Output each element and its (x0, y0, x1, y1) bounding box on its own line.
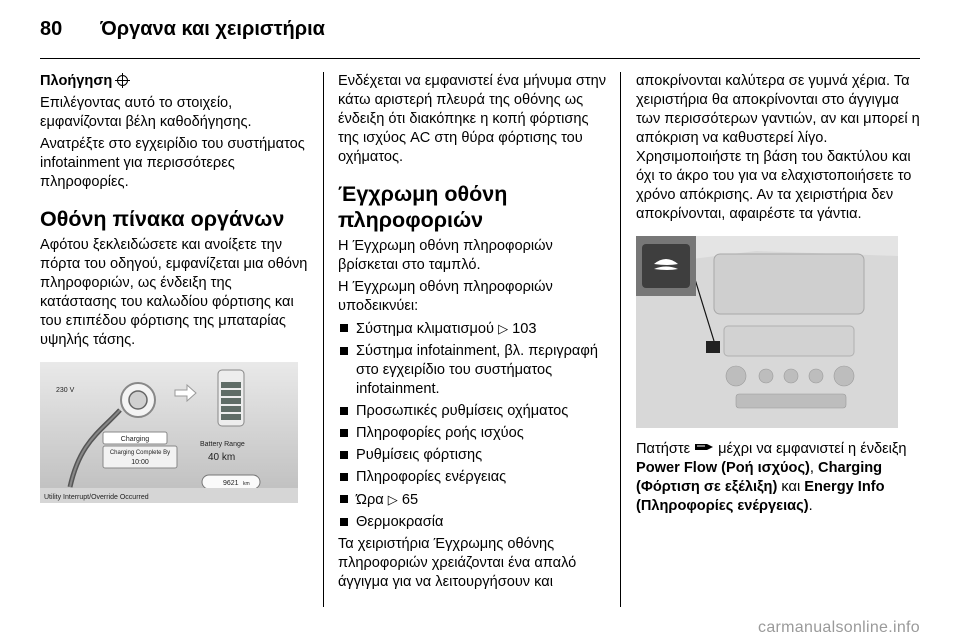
column-divider-1 (323, 72, 324, 607)
message-paragraph: Ενδέχεται να εμφανιστεί ένα μήνυμα στην κάτω αριστερή πλευρά της οθόνης ως ένδειξη ότι διακόπηκε η κοπή φόρτισης της ισχύος AC στη θύρα φόρτισης του οχήματος. (338, 73, 607, 165)
touch-paragraph-cont: αποκρίνονται καλύτερα σε γυμνά χέρια. Τα χειριστήρια θα αποκρίνονται στο άγγιγμα των περισσότερων γαντιών, αν και μπορεί η απόκριση να καθυστερεί λίγο. Χρησιμοποιήστε τη βάση του δακτύλου και όχι το άκρο του για να ελαχιστοποιήσετε το χρόνο απόκρισης. Αν τα χειριστήρια δεν αποκρίνονται, αφαιρέστε τα γάντια. (636, 73, 920, 222)
list-item: Ρυθμίσεις φόρτισης (338, 446, 608, 465)
charging-label: Charging (120, 436, 150, 443)
column-1 (40, 72, 312, 503)
section-title-instrument-display: Οθόνη πίνακα οργάνων (40, 207, 285, 231)
page-number: 80 (40, 18, 63, 40)
nav-paragraph-2: Ανατρέξτε στο εγχειρίδιο του συστήματος infotainment για περισσότερες πληροφορίες. (40, 136, 305, 190)
gps-icon (117, 75, 128, 86)
nav-paragraph-1: Επιλέγοντας αυτό το στοιχείο, εμφανίζονται βέλη καθοδήγησης. (40, 95, 252, 130)
indication-list (338, 319, 608, 532)
odometer-value: 9621 (223, 480, 239, 487)
battery-icon (218, 370, 244, 426)
status-text: Utility Interrupt/Override Occurred (44, 494, 149, 501)
term-energy-info: Energy Info (Πληροφορίες ενέργειας) (636, 479, 885, 514)
list-item: Θερμοκρασία (338, 513, 608, 532)
term-charging: Charging (Φόρτιση σε εξέλιξη) (636, 460, 883, 495)
instrument-paragraph: Αφότου ξεκλειδώσετε και ανοίξετε την πόρτα του οδηγού, εμφανίζεται μια οθόνη πληροφοριών, ως ένδειξη της κατάστασης του καλωδίου φόρτισης και του επιπέδου φόρτισης της μπαταρίας υψηλής τάσης. (40, 237, 308, 348)
term-power-flow: Power Flow (Ροή ισχύος) (636, 460, 810, 476)
ref-arrow-icon: ▷ (498, 321, 509, 336)
list-item: Ώρα ▷ 65 (338, 490, 608, 510)
touch-paragraph: Τα χειριστήρια Έγχρωμης οθόνης πληροφοριών χρειάζονται ένα απαλό άγγιγμα για να λειτουργήσουν και (338, 536, 577, 590)
color-display-location: Η Έγχρωμη οθόνη πληροφοριών βρίσκεται στο ταμπλό. (338, 238, 553, 273)
section-title-color-display: Έγχρωμη οθόνη πληροφοριών (338, 182, 508, 232)
list-item: Σύστημα κλιματισμού ▷ 103 (338, 319, 608, 339)
battery-range-label: Battery Range (200, 441, 245, 448)
hand-press-icon (694, 442, 714, 452)
chapter-title: Όργανα και χειριστήρια (100, 18, 325, 40)
ref-arrow-icon: ▷ (387, 492, 398, 507)
nav-subtitle: Πλοήγηση (40, 73, 113, 89)
page-header (40, 18, 325, 48)
column-divider-2 (620, 72, 621, 607)
dashboard-figure (636, 236, 898, 428)
charging-display-figure (40, 362, 298, 503)
charge-complete-label: Charging Complete By (109, 450, 171, 456)
color-display-indicates: Η Έγχρωμη οθόνη πληροφοριών υποδεικνύει: (338, 279, 553, 314)
watermark: carmanualsonline.info (758, 619, 920, 636)
list-item: Πληροφορίες ροής ισχύος (338, 424, 608, 443)
odometer-unit: km (243, 481, 250, 487)
voltage-label: 230 V (56, 387, 75, 394)
column-2 (338, 72, 608, 595)
press-instruction: Πατήστε μέχρι να εμφανιστεί η ένδειξη Power Flow (Ροή ισχύος), Charging (Φόρτιση σε εξέλιξη) και Energy Info (Πληροφορίες ενέργειας). (636, 441, 907, 514)
column-3 (636, 72, 921, 519)
list-item: Προσωπικές ρυθμίσεις οχήματος (338, 402, 608, 421)
battery-range-value: 40 km (208, 452, 236, 463)
list-item: Πληροφορίες ενέργειας (338, 468, 608, 487)
charge-time: 10:00 (131, 459, 149, 466)
list-item: Σύστημα infotainment, βλ. περιγραφή στο εγχειρίδιο του συστήματος infotainment. (338, 342, 608, 399)
header-divider (40, 58, 920, 59)
